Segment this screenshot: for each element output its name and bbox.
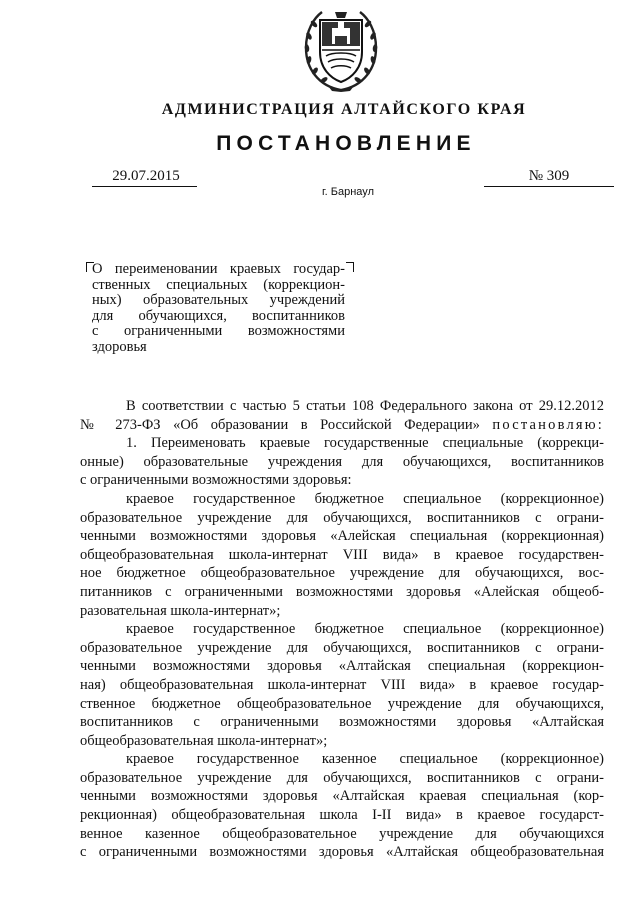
body-line: с ограниченными возможностями здоровья «Алтайская общеобразовательная [80, 844, 604, 861]
organization-title: АДМИНИСТРАЦИЯ АЛТАЙСКОГО КРАЯ [161, 101, 527, 118]
body-line: венное казенное общеобразовательное учреждение для обучающихся [80, 825, 604, 842]
document-body [80, 397, 604, 862]
body-line: с ограниченными возможностями здоровья: [80, 472, 352, 489]
body-line: 1. Переименовать краевые государственные специальные (коррекци- [126, 435, 604, 452]
body-line: образовательное учреждение для обучающихся, воспитанников с ограни- [80, 639, 604, 656]
document-subject [92, 262, 345, 355]
body-line: общеобразовательная школа-интернат VIII вида» в краевое государствен- [80, 546, 604, 563]
body-line: образовательное учреждение для обучающихся, воспитанников с ограни- [80, 769, 604, 786]
subject-line: ных) образовательных учреждений [92, 292, 345, 308]
body-line: образовательное учреждение для обучающихся, воспитанников с ограни- [80, 509, 604, 526]
body-line: онные) образовательные учреждения для обучающихся, воспитанников [80, 453, 604, 470]
subject-line: ственных специальных (коррекцион- [92, 276, 345, 293]
document-number: № 309 [528, 168, 570, 184]
subject-line: здоровья [92, 338, 147, 355]
body-line: общеобразовательная школа-интернат»; [80, 732, 328, 749]
body-line: рекционная) общеобразовательная школа I-II вида» в краевое государст- [80, 807, 604, 824]
document-city: г. Барнаул [322, 186, 374, 198]
body-line: ное бюджетное общеобразовательное учреждение для обучающихся, вос- [80, 565, 604, 582]
body-line: краевое государственное казенное специальное (коррекционное) [126, 751, 604, 768]
body-line: ченными возможностями здоровья «Алтайская краевая специальная (кор- [80, 788, 604, 805]
subject-line: для обучающихся, воспитанников [92, 307, 345, 324]
body-line: ченными возможностями здоровья «Алейская специальная (коррекционная) [80, 528, 604, 545]
body-line: В соответствии с частью 5 статьи 108 Федерального закона от 29.12.2012 [126, 398, 604, 414]
body-line: ственное бюджетное общеобразовательное учреждение для обучающихся, [80, 695, 604, 712]
document-date: 29.07.2015 [112, 168, 180, 184]
body-line: разовательная школа-интернат»; [80, 602, 281, 619]
subject-corner-right [346, 262, 354, 272]
body-line: краевое государственное бюджетное специальное (коррекционное) [126, 621, 604, 638]
body-line: ная) общеобразовательная школа-интернат VIII вида» в краевое государ- [80, 676, 604, 693]
subject-line: с ограниченными возможностями [92, 323, 345, 339]
document-type-title: ПОСТАНОВЛЕНИЕ [216, 132, 476, 155]
altai-krai-coat-of-arms-icon [300, 6, 382, 92]
body-line: № 273-ФЗ «Об образовании в Российской Федерации» [80, 416, 480, 433]
body-line: ченными возможностями здоровья «Алтайская специальная (коррекцион- [80, 658, 604, 675]
body-line: краевое государственное бюджетное специальное (коррекционное) [126, 490, 604, 507]
body-line: воспитанников с ограниченными возможностями здоровья «Алтайская [80, 714, 604, 731]
subject-line: О переименовании краевых государ- [92, 261, 345, 277]
body-line: питанников с ограниченными возможностями здоровья «Алейская общеоб- [80, 583, 604, 600]
body-line-with-decree [80, 416, 604, 435]
decree-word: постановляю: [492, 416, 605, 433]
